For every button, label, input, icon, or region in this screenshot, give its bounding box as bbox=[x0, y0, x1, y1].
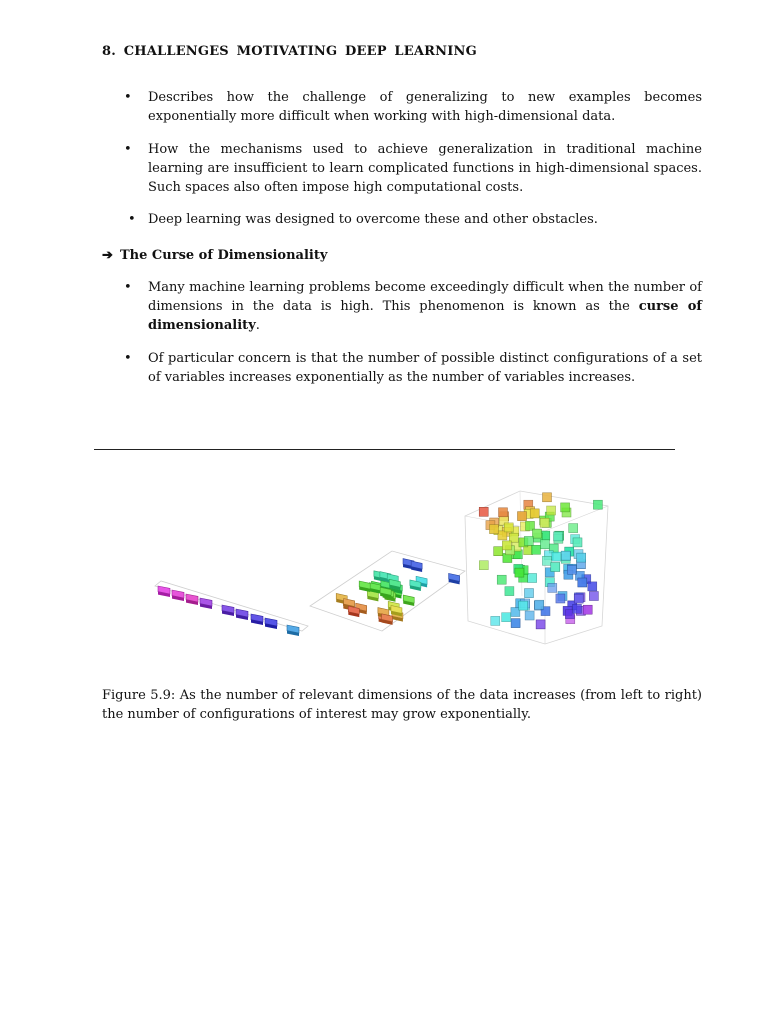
bullet-icon: • bbox=[128, 212, 136, 227]
arrow-right-icon: ➔ bbox=[102, 248, 113, 263]
cube-voxel bbox=[497, 575, 506, 584]
cube-voxel bbox=[494, 547, 503, 556]
cube-voxel bbox=[525, 589, 534, 598]
cube-voxel bbox=[589, 592, 598, 601]
cube-voxel bbox=[577, 553, 586, 562]
bullet-text: Of particular concern is that the number of possible distinct configurations of a set of variables increases exponentially as the number of variables increases. bbox=[148, 351, 702, 385]
cube-voxel bbox=[502, 613, 511, 622]
cube-voxel bbox=[542, 556, 551, 565]
bullet-icon: • bbox=[124, 142, 132, 157]
cube-voxel bbox=[498, 531, 507, 540]
bullet-text: How the mechanisms used to achieve generalization in traditional machine learning are insufficient to learn complicated functions in high-dimensional spaces. Such spaces also often impose high computational costs. bbox=[148, 142, 702, 195]
figure-caption: Figure 5.9: As the number of relevant dimensions of the data increases (from left to right) the number of configurations of interest may grow exponentially. bbox=[102, 688, 702, 722]
list-item bbox=[128, 210, 706, 229]
cube-voxel bbox=[561, 503, 570, 512]
cube-voxel bbox=[561, 551, 570, 560]
one-dimension-panel bbox=[155, 581, 308, 636]
bullet-text: Describes how the challenge of generalizing to new examples becomes exponentially more difficult when working with high-dimensional data. bbox=[148, 90, 702, 124]
cube-voxel bbox=[578, 578, 587, 587]
cube-voxel bbox=[515, 568, 524, 577]
cube-voxel bbox=[573, 538, 582, 547]
bold-term: curse of dimensionality bbox=[148, 299, 702, 333]
bullet-icon: • bbox=[124, 351, 132, 366]
cube-block bbox=[382, 614, 393, 625]
cube-block bbox=[236, 609, 248, 620]
cube-block bbox=[251, 614, 263, 625]
bullet-text bbox=[148, 278, 702, 335]
list-item bbox=[124, 349, 702, 387]
cube-voxel bbox=[583, 605, 592, 614]
cube-voxel bbox=[593, 500, 602, 509]
cube-voxel bbox=[504, 523, 513, 532]
cube-voxel bbox=[502, 541, 511, 550]
cube-voxel bbox=[554, 532, 563, 541]
cube-voxel bbox=[530, 509, 539, 518]
cube-voxel bbox=[528, 574, 537, 583]
cube-voxel bbox=[525, 611, 534, 620]
cube-block bbox=[403, 595, 414, 606]
cube-voxel bbox=[499, 508, 508, 517]
cube-voxel bbox=[505, 587, 514, 596]
cube-voxel bbox=[548, 583, 557, 592]
cube-voxel bbox=[536, 620, 545, 629]
cube-block bbox=[172, 590, 184, 601]
curse-heading-text: The Curse of Dimensionality bbox=[120, 248, 328, 263]
list-item bbox=[124, 278, 702, 335]
cube-block bbox=[158, 586, 170, 597]
three-dimension-panel bbox=[465, 491, 608, 644]
cube-voxel bbox=[519, 601, 528, 610]
cube-voxel bbox=[573, 604, 582, 613]
cube-block bbox=[186, 594, 198, 605]
curse-heading bbox=[102, 248, 327, 263]
bullet-text-end: . bbox=[255, 318, 260, 333]
cube-voxel bbox=[479, 561, 488, 570]
list-item bbox=[124, 88, 702, 126]
section-heading: 8. CHALLENGES MOTIVATING DEEP LEARNING bbox=[102, 44, 477, 59]
cube-voxel bbox=[479, 507, 488, 516]
list-item bbox=[124, 140, 702, 197]
cube-voxel bbox=[524, 536, 533, 545]
horizontal-divider bbox=[94, 449, 675, 450]
cube-block bbox=[287, 625, 299, 636]
cube-voxel bbox=[552, 552, 561, 561]
cube-voxel bbox=[574, 594, 583, 603]
cube-voxel bbox=[547, 506, 556, 515]
cube-voxel bbox=[543, 493, 552, 502]
cube-voxel bbox=[535, 600, 544, 609]
cube-voxel bbox=[567, 565, 576, 574]
cube-voxel bbox=[551, 563, 560, 572]
bullet-text-part: Many machine learning problems become exceedingly difficult when the number of dimensions in the data is high. This phenomenon is known as the bbox=[148, 280, 702, 314]
cube-voxel bbox=[540, 540, 549, 549]
cube-voxel bbox=[490, 525, 499, 534]
cube-block bbox=[449, 573, 460, 584]
cube-voxel bbox=[532, 545, 541, 554]
bullet-text: Deep learning was designed to overcome these and other obstacles. bbox=[148, 212, 598, 227]
cube-voxel bbox=[540, 518, 549, 527]
cube-voxel bbox=[518, 512, 527, 521]
cube-voxel bbox=[533, 529, 542, 538]
cube-block bbox=[200, 598, 212, 609]
cube-block bbox=[265, 618, 277, 629]
cube-voxel bbox=[569, 524, 578, 533]
cube-voxel bbox=[491, 616, 500, 625]
cube-block bbox=[359, 581, 370, 592]
cube-block bbox=[222, 605, 234, 616]
cube-voxel bbox=[556, 594, 565, 603]
cube-voxel bbox=[511, 619, 520, 628]
cube-voxel bbox=[588, 582, 597, 591]
two-dimension-panel bbox=[310, 551, 465, 631]
bullet-icon: • bbox=[124, 90, 132, 105]
dimensionality-figure bbox=[150, 486, 620, 646]
cube-block bbox=[411, 561, 422, 572]
bullet-icon: • bbox=[124, 280, 132, 295]
